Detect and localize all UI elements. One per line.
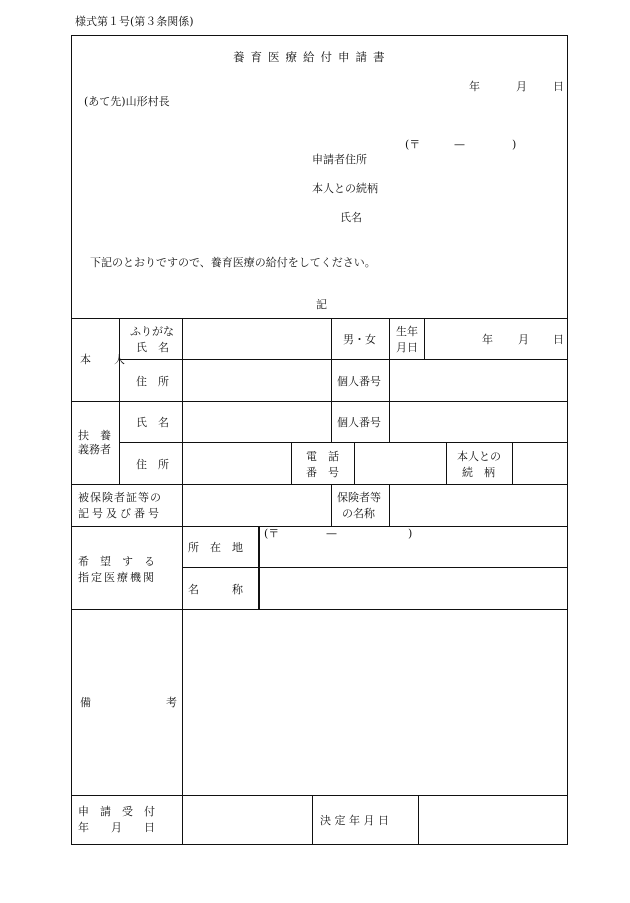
applicant-address-field[interactable]	[370, 150, 560, 168]
guardian-label-2: 義務者	[78, 443, 111, 456]
person-my-number-label: 個人番号	[337, 375, 381, 388]
decision-date-field[interactable]	[420, 797, 566, 844]
applicant-name-field[interactable]	[370, 208, 560, 226]
guardian-my-number-field[interactable]	[391, 403, 566, 441]
relation-field[interactable]	[514, 444, 566, 483]
guardian-name-label: 氏 名	[136, 416, 169, 429]
statement: 下記のとおりですので、養育医療の給付をしてください。	[90, 256, 376, 269]
rule	[389, 484, 390, 526]
person-my-number-field[interactable]	[391, 361, 566, 400]
rule	[182, 318, 183, 845]
insurer-label-1: 保険者等	[337, 491, 381, 504]
hospital-label-2: 指定医療機関	[78, 571, 156, 584]
phone-label-1: 電 話	[306, 450, 339, 463]
guardian-address-field[interactable]	[184, 444, 290, 483]
received-label-2: 年 月 日	[78, 821, 155, 834]
date-day: 日	[553, 80, 564, 93]
hospital-name-field[interactable]	[261, 569, 566, 608]
person-address-field[interactable]	[184, 361, 330, 400]
insurer-label-2: の名称	[342, 507, 375, 520]
rule	[291, 442, 292, 484]
birth-year: 年	[482, 333, 493, 346]
applicant-name-label: 氏名	[340, 211, 362, 224]
insured-label-2: 記号及び番号	[78, 507, 162, 520]
phone-label-2: 番 号	[306, 466, 339, 479]
received-date-field[interactable]	[184, 797, 311, 844]
gender-label: 男・女	[343, 333, 376, 346]
addressee: (あて先)山形村長	[84, 95, 170, 108]
rule	[72, 318, 567, 319]
person-address-label: 住 所	[136, 375, 169, 388]
rule	[182, 567, 567, 568]
location-label: 所 在 地	[188, 541, 243, 554]
rule	[354, 442, 355, 484]
rule	[512, 442, 513, 484]
postal-close: )	[512, 138, 517, 151]
rule	[312, 795, 313, 845]
guardian-my-number-label: 個人番号	[337, 416, 381, 429]
rule	[331, 484, 332, 526]
rule	[389, 318, 390, 442]
hospital-postal-dash: —	[326, 527, 337, 540]
date-day-field[interactable]	[530, 78, 552, 94]
birth-day: 日	[553, 333, 564, 346]
postal-dash: —	[454, 138, 465, 151]
insured-number-field[interactable]	[184, 486, 330, 525]
birth-label-1: 生年	[396, 325, 418, 338]
form-number: 様式第１号(第３条関係)	[75, 15, 194, 28]
birth-date-field[interactable]	[426, 320, 566, 358]
hospital-postal-close: )	[408, 527, 413, 540]
insurer-name-field[interactable]	[391, 486, 566, 525]
date-month-field[interactable]	[485, 78, 513, 94]
rule	[119, 359, 567, 360]
relation-label-2: 続 柄	[462, 466, 495, 479]
date-month: 月	[516, 80, 527, 93]
hospital-location-field[interactable]	[261, 528, 566, 566]
rule	[331, 318, 332, 442]
guardian-label-1: 扶 養	[78, 429, 111, 442]
rule	[418, 795, 419, 845]
hospital-label-1: 希 望 す る	[78, 555, 155, 568]
rule	[72, 484, 567, 485]
remarks-field[interactable]	[184, 611, 566, 794]
rule	[119, 442, 567, 443]
rule	[258, 526, 260, 609]
date-year-field[interactable]	[435, 78, 467, 94]
rule	[72, 795, 567, 796]
person-label: 本 人	[80, 353, 131, 366]
applicant-address-label: 申請者住所	[312, 153, 367, 166]
received-label-1: 申 請 受 付	[78, 805, 155, 818]
hospital-name-label: 名 称	[188, 583, 243, 596]
applicant-relation-label: 本人との続柄	[312, 182, 378, 195]
relation-label-1: 本人との	[457, 450, 501, 463]
rule	[72, 609, 567, 610]
birth-month: 月	[518, 333, 529, 346]
hospital-postal-open: (〒	[264, 527, 280, 540]
form-title: 養育医療給付申請書	[233, 50, 391, 64]
applicant-relation-field[interactable]	[382, 179, 560, 197]
guardian-name-field[interactable]	[184, 403, 330, 441]
rule	[446, 442, 447, 484]
rule	[72, 401, 567, 402]
phone-field[interactable]	[356, 444, 445, 483]
furigana-label: ふりがな	[130, 325, 174, 338]
person-name-field[interactable]	[184, 320, 330, 358]
rule	[119, 318, 120, 484]
birth-label-2: 月日	[396, 341, 418, 354]
remarks-label-1: 備	[80, 696, 91, 709]
date-year: 年	[469, 80, 480, 93]
remarks-label-2: 考	[166, 696, 177, 709]
insured-label-1: 被保険者証等の	[78, 491, 162, 504]
guardian-address-label: 住 所	[136, 458, 169, 471]
person-name-label: 氏 名	[136, 341, 169, 354]
decision-label: 決 定 年 月 日	[320, 814, 389, 827]
postal-open: (〒	[405, 138, 421, 151]
rule	[72, 526, 567, 527]
ki-heading: 記	[316, 298, 327, 311]
rule	[424, 318, 425, 359]
